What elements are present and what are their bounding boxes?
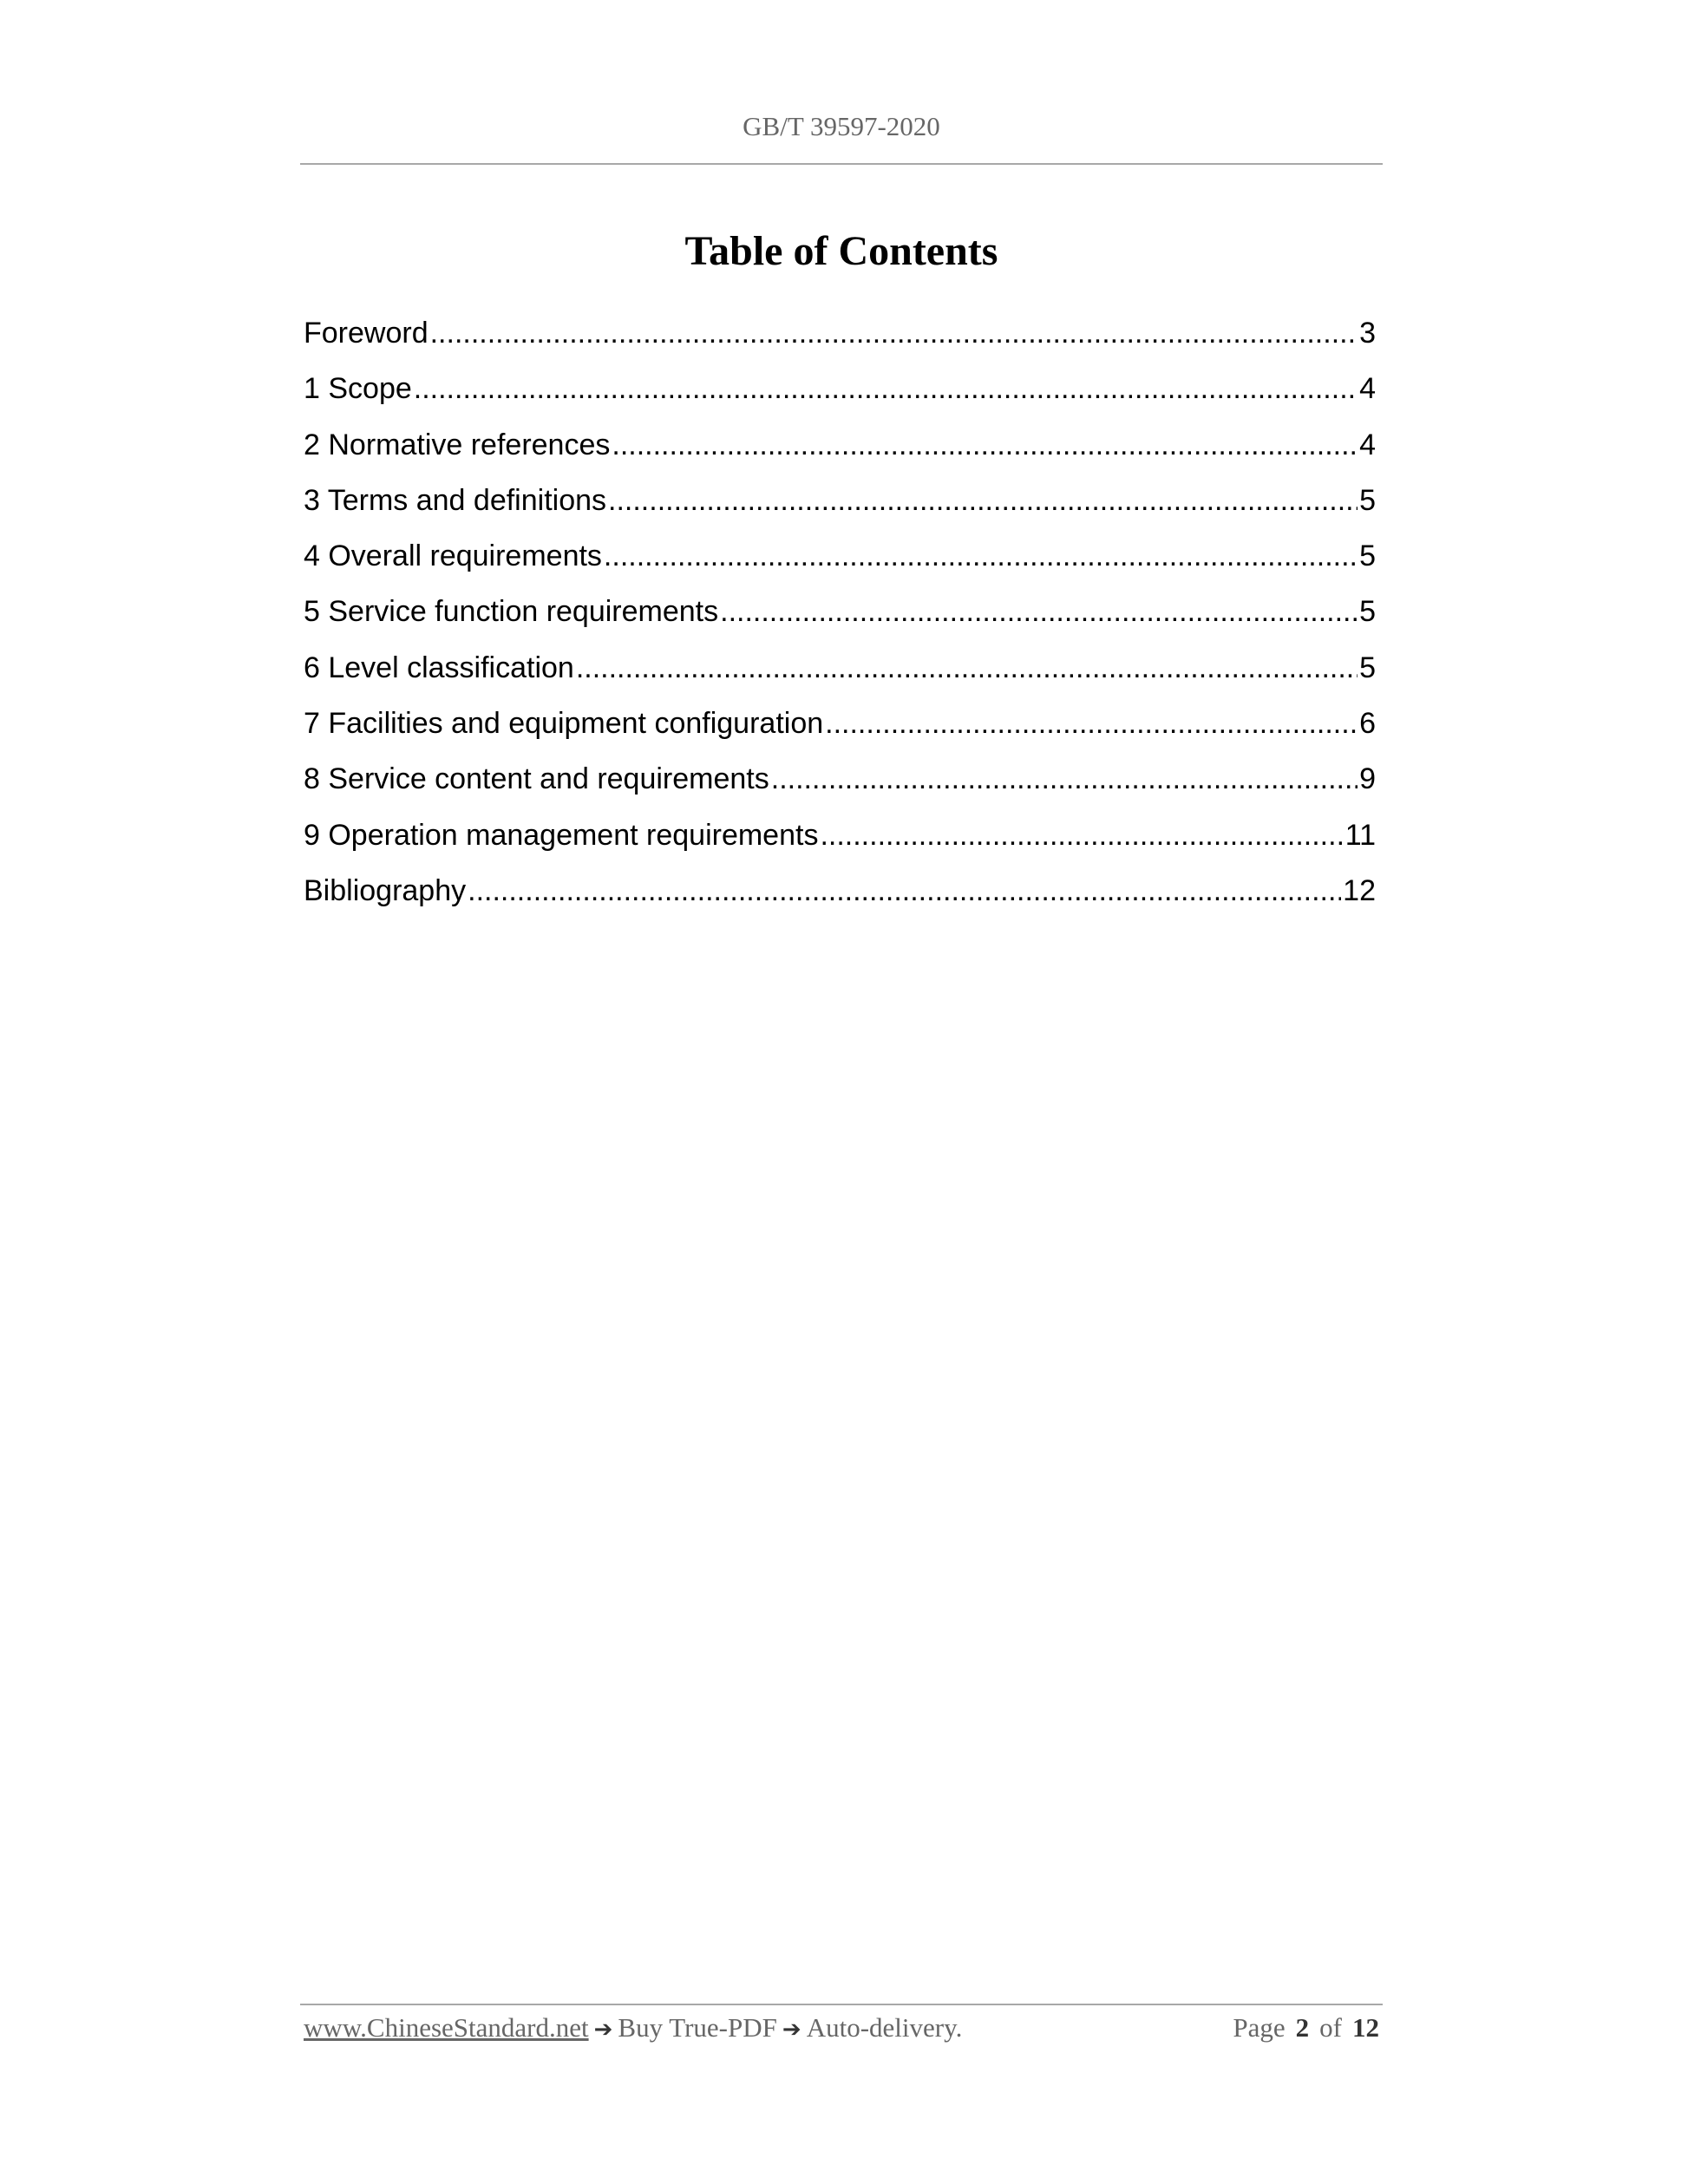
toc-entry-service-content[interactable]	[304, 760, 1376, 815]
toc-entry-page: 6	[1359, 707, 1376, 741]
toc-entry-label: 1 Scope	[304, 372, 412, 406]
toc-entry-page: 4	[1359, 372, 1376, 406]
toc-entry-facilities-and-equipment[interactable]	[304, 704, 1376, 760]
toc-entry-page: 4	[1359, 428, 1376, 461]
toc-entry-page: 12	[1343, 873, 1376, 907]
toc-entry-scope[interactable]	[304, 369, 1376, 425]
total-pages-number: 12	[1352, 2012, 1379, 2043]
toc-entry-service-function-requirements[interactable]	[304, 592, 1376, 648]
of-word: of	[1319, 2012, 1342, 2043]
toc-dot-leader	[576, 649, 1358, 687]
toc-entry-overall-requirements[interactable]	[304, 537, 1376, 592]
auto-delivery-text: Auto-delivery.	[806, 2012, 963, 2043]
header-divider	[300, 163, 1383, 165]
toc-entry-label: 5 Service function requirements	[304, 595, 719, 629]
toc-entry-bibliography[interactable]	[304, 872, 1376, 927]
toc-dot-leader	[430, 314, 1358, 352]
arrow-right-icon: ➔	[782, 2017, 801, 2043]
toc-entry-terms-and-definitions[interactable]	[304, 481, 1376, 537]
arrow-right-icon: ➔	[593, 2017, 613, 2043]
toc-entry-label: 7 Facilities and equipment configuration	[304, 707, 824, 741]
toc-entry-operation-management[interactable]	[304, 816, 1376, 872]
toc-dot-leader	[414, 369, 1358, 408]
toc-dot-leader	[825, 704, 1358, 742]
toc-dot-leader	[720, 592, 1358, 631]
toc-entry-page: 5	[1359, 595, 1376, 629]
toc-title: Table of Contents	[684, 228, 998, 274]
footer-promo	[304, 2009, 962, 2049]
toc-dot-leader	[608, 481, 1358, 520]
toc-entry-label: Bibliography	[304, 873, 467, 907]
page-number	[1233, 2009, 1379, 2047]
toc-entry-page: 3	[1359, 317, 1376, 350]
toc-entry-foreword[interactable]	[304, 314, 1376, 369]
toc-entry-label: 3 Terms and definitions	[304, 483, 607, 517]
toc-entry-page: 11	[1345, 818, 1376, 852]
toc-entry-label: 8 Service content and requirements	[304, 762, 769, 796]
footer-divider	[300, 2004, 1383, 2005]
toc-entry-label: 2 Normative references	[304, 428, 611, 461]
toc-entry-label: 4 Overall requirements	[304, 539, 602, 573]
toc-dot-leader	[820, 816, 1343, 854]
toc-entry-page: 5	[1359, 539, 1376, 573]
toc-dot-leader	[612, 426, 1358, 464]
toc-dot-leader	[771, 760, 1358, 798]
toc-entry-label: 6 Level classification	[304, 651, 574, 684]
page-word: Page	[1233, 2012, 1286, 2043]
toc-entry-level-classification[interactable]	[304, 649, 1376, 704]
toc-dot-leader	[468, 872, 1341, 910]
toc-entry-page: 5	[1359, 483, 1376, 517]
toc-entry-page: 9	[1359, 762, 1376, 796]
toc-entry-normative-references[interactable]	[304, 426, 1376, 481]
toc-dot-leader	[604, 537, 1358, 575]
page-footer	[304, 2009, 1379, 2047]
site-link[interactable]: www.ChineseStandard.net	[304, 2012, 589, 2043]
toc-list	[304, 314, 1376, 927]
toc-entry-label: Foreword	[304, 317, 429, 350]
toc-entry-label: 9 Operation management requirements	[304, 818, 819, 852]
toc-entry-page: 5	[1359, 651, 1376, 684]
running-header: GB/T 39597-2020	[743, 111, 940, 141]
current-page-number: 2	[1295, 2012, 1310, 2043]
buy-true-pdf-text: Buy True-PDF	[618, 2012, 777, 2043]
